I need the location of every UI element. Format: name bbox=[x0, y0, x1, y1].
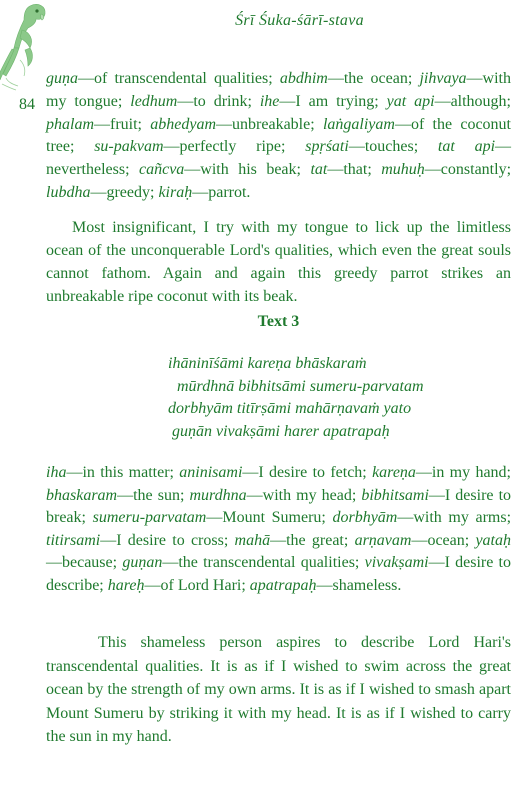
gloss-term: sumeru-parvatam bbox=[92, 509, 207, 527]
gloss-meaning: —of the coconut tree; bbox=[46, 115, 511, 156]
gloss-meaning: —with my arms; bbox=[397, 509, 512, 527]
gloss-term: vivakṣami bbox=[364, 554, 429, 572]
verse-line: mūrdhnā bibhitsāmi sumeru-parvatam bbox=[177, 377, 424, 395]
gloss-meaning: —parrot. bbox=[192, 183, 251, 201]
gloss-term: ihe bbox=[259, 92, 280, 110]
gloss-meaning: —I desire to cross; bbox=[100, 531, 235, 549]
gloss-meaning: —perfectly ripe; bbox=[163, 138, 306, 156]
gloss-term: spṛśati bbox=[305, 138, 349, 156]
gloss-term: aninisami bbox=[179, 464, 243, 481]
gloss-meaning: —of transcendental qualities; bbox=[78, 70, 280, 87]
gloss-meaning: —ocean; bbox=[411, 531, 476, 549]
gloss-term: apatrapaḥ bbox=[249, 576, 317, 594]
gloss-meaning: —greedy; bbox=[90, 183, 159, 201]
gloss-term: guṇa bbox=[46, 70, 78, 87]
gloss-meaning: —shameless. bbox=[316, 576, 402, 594]
verse-line: ihāninīśāmi kareṇa bhāskaraṁ bbox=[168, 355, 367, 372]
word-for-word-gloss-2 bbox=[46, 462, 511, 598]
page-number: 84 bbox=[19, 96, 35, 113]
gloss-meaning: —unbreakable; bbox=[216, 115, 323, 133]
gloss-meaning: —with my head; bbox=[246, 486, 362, 504]
text-heading: Text 3 bbox=[257, 313, 300, 330]
gloss-meaning: —the great; bbox=[270, 531, 355, 549]
gloss-term: laṅgaliyam bbox=[322, 115, 395, 133]
verse-line: guṇān vivakṣāmi harer apatrapaḥ bbox=[172, 422, 390, 440]
gloss-meaning: —the transcendental qualities; bbox=[162, 554, 365, 572]
gloss-term: yataḥ bbox=[475, 531, 511, 549]
gloss-meaning: —because; bbox=[46, 554, 123, 572]
gloss-meaning: —fruit; bbox=[94, 115, 151, 133]
gloss-meaning: —I am trying; bbox=[279, 92, 387, 110]
gloss-term: bibhitsami bbox=[361, 486, 429, 504]
running-head: Śrī Śuka-śārī-stava bbox=[235, 12, 364, 29]
gloss-meaning: —although; bbox=[434, 92, 511, 110]
gloss-term: ledhum bbox=[130, 92, 178, 110]
gloss-term: muhuḥ bbox=[381, 161, 425, 179]
gloss-meaning: —that; bbox=[327, 161, 382, 179]
gloss-term: jihvaya bbox=[419, 70, 467, 87]
gloss-meaning: —nevertheless; bbox=[46, 138, 512, 179]
gloss-meaning: —of Lord Hari; bbox=[144, 576, 250, 594]
gloss-meaning: —the ocean; bbox=[327, 70, 420, 87]
gloss-term: tat api bbox=[437, 138, 496, 156]
gloss-meaning: —Mount Sumeru; bbox=[206, 509, 333, 527]
gloss-term: kareṇa bbox=[372, 464, 416, 481]
gloss-term: yat api bbox=[386, 92, 435, 110]
gloss-term: kiraḥ bbox=[158, 183, 193, 201]
gloss-meaning: —I desire to break; bbox=[46, 486, 512, 527]
gloss-term: bhaskaram bbox=[46, 486, 118, 504]
gloss-term: hareḥ bbox=[107, 576, 145, 594]
purport-paragraph-2: This shameless person aspires to describe Lord Hari's transcendental qualities. It is as if I wished to swim across the great ocean by the strength of my own arms. It is as if I wished to smash apart Mount Sumeru by striking it with my head. It is as if I wished to carry the sun in my hand. bbox=[46, 634, 511, 745]
sanskrit-verse bbox=[168, 353, 424, 443]
word-for-word-gloss-1 bbox=[46, 68, 511, 205]
gloss-meaning: —with my tongue; bbox=[46, 70, 511, 110]
gloss-meaning: —in my hand; bbox=[415, 464, 511, 481]
gloss-term: abdhim bbox=[279, 70, 328, 87]
purport-paragraph-1: Most insignificant, I try with my tongue to lick up the limitless ocean of the unconquerable Lord's qualities, which even the great souls cannot fathom. Again and again this greedy parrot strikes an unbreakable ripe coconut with its beak. bbox=[46, 219, 511, 305]
gloss-meaning: —with his beak; bbox=[184, 161, 311, 179]
gloss-term: tat bbox=[310, 161, 328, 179]
gloss-meaning: —constantly; bbox=[424, 161, 512, 179]
gloss-meaning: —the sun; bbox=[117, 486, 190, 504]
gloss-term: murdhna bbox=[189, 486, 247, 504]
gloss-term: lubdha bbox=[46, 183, 91, 201]
gloss-meaning: —I desire to describe; bbox=[46, 554, 512, 594]
gloss-meaning: —to drink; bbox=[177, 92, 260, 110]
gloss-term: dorbhyām bbox=[332, 509, 398, 527]
gloss-term: cañcva bbox=[138, 161, 185, 179]
gloss-meaning: —touches; bbox=[348, 138, 438, 156]
verse-line: dorbhyām titīrṣāmi mahārṇavaṁ yato bbox=[168, 400, 412, 418]
gloss-term: iha bbox=[46, 464, 67, 481]
gloss-term: mahā bbox=[234, 531, 271, 549]
gloss-term: titirsami bbox=[46, 531, 101, 549]
gloss-meaning: —in this matter; bbox=[66, 464, 180, 481]
gloss-term: abhedyam bbox=[150, 115, 217, 133]
gloss-meaning: —I desire to fetch; bbox=[242, 464, 373, 481]
gloss-term: su-pakvam bbox=[94, 138, 164, 156]
gloss-term: arṇavam bbox=[354, 531, 412, 549]
gloss-term: guṇan bbox=[122, 554, 163, 572]
gloss-term: phalam bbox=[46, 115, 94, 133]
